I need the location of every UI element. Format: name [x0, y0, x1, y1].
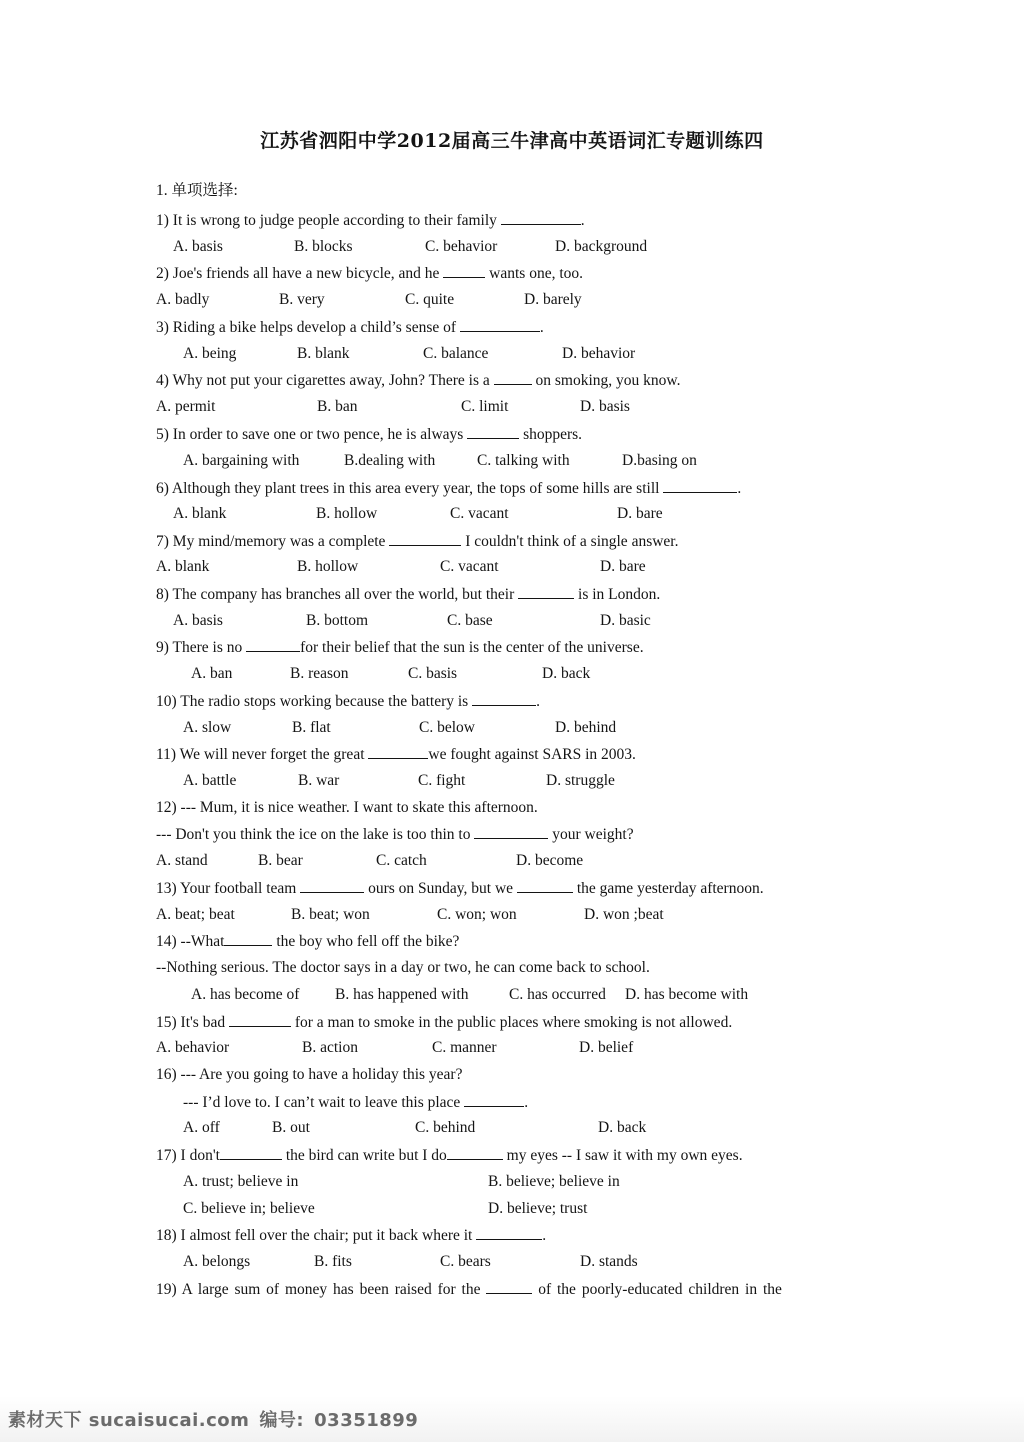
question-14-options: [0, 985, 1024, 1005]
question-15-options: [0, 1038, 1024, 1058]
question-14: 14) --What the boy who fell off the bike?: [156, 933, 460, 950]
question-18-options: [0, 1252, 1024, 1272]
question-11: 11) We will never forget the great we fought against SARS in 2003.: [156, 746, 636, 763]
question-2: 2) Joe's friends all have a new bicycle, and he wants one, too.: [156, 265, 584, 282]
question-4: 4) Why not put your cigarettes away, John? There is a on smoking, you know.: [156, 372, 681, 389]
answer-blank: [518, 584, 574, 599]
option-a: A. permit: [156, 398, 216, 415]
question-1-options: [0, 237, 1024, 257]
question-9-options: [0, 664, 1024, 684]
option-b: B. beat; won: [291, 906, 370, 923]
option-a: A. has become of: [191, 986, 300, 1003]
option-c: C. believe in; believe: [183, 1200, 315, 1217]
question-8: 8) The company has branches all over the world, but their is in London.: [156, 586, 661, 603]
option-d: D. bare: [600, 558, 646, 575]
option-b: B. very: [279, 291, 325, 308]
option-b: B. hollow: [297, 558, 359, 575]
option-c: C. manner: [432, 1039, 497, 1056]
watermark-id-label: 编号:: [259, 1410, 305, 1431]
answer-blank: [472, 691, 536, 706]
option-c: C. talking with: [477, 452, 570, 469]
watermark-id-value: 03351899: [314, 1410, 419, 1431]
option-d: D. background: [555, 238, 648, 255]
option-d: D. won ;beat: [584, 906, 664, 923]
option-d: D. believe; trust: [488, 1200, 588, 1217]
question-17: 17) I don't the bird can write but I do my eyes -- I saw it with my own eyes.: [156, 1147, 743, 1164]
option-a: A. beat; beat: [156, 906, 235, 923]
option-d: D.basing on: [622, 452, 697, 469]
option-d: D. basic: [600, 612, 651, 629]
option-a: A. ban: [191, 665, 233, 682]
option-a: A. bargaining with: [183, 452, 300, 469]
question-12-options: [0, 851, 1024, 871]
answer-blank: [389, 531, 461, 546]
option-c: C. won; won: [437, 906, 517, 923]
section-heading: 1. 单项选择:: [156, 182, 238, 199]
option-a: A. belongs: [183, 1253, 251, 1270]
option-d: D. back: [598, 1119, 647, 1136]
question-19: 19) A large sum of money has been raised for the of the poorly-educated children in the: [156, 1281, 782, 1298]
question-7: 7) My mind/memory was a complete I couldn't think of a single answer.: [156, 533, 679, 550]
answer-blank: [368, 744, 428, 759]
answer-blank: [467, 424, 519, 439]
option-b: B. flat: [292, 719, 331, 736]
question-6-options: [0, 504, 1024, 524]
option-c: C. has occurred: [509, 986, 606, 1003]
option-c: C. below: [419, 719, 475, 736]
answer-blank: [229, 1012, 291, 1027]
watermark: [8, 1406, 428, 1432]
option-c: C. limit: [461, 398, 509, 415]
question-15: 15) It's bad for a man to smoke in the public places where smoking is not allowed.: [156, 1014, 733, 1031]
answer-blank: [460, 317, 540, 332]
question-9: 9) There is no for their belief that the sun is the center of the universe.: [156, 639, 644, 656]
question-17-options-row-2: [0, 1199, 1024, 1219]
option-b: B. has happened with: [335, 986, 469, 1003]
option-d: D. become: [516, 852, 584, 869]
question-1: 1) It is wrong to judge people according to their family .: [156, 212, 585, 229]
answer-blank: [443, 263, 485, 278]
option-b: B. ban: [317, 398, 358, 415]
question-13-options: [0, 905, 1024, 925]
answer-blank: [663, 478, 737, 493]
question-8-options: [0, 611, 1024, 631]
question-14-reply: --Nothing serious. The doctor says in a day or two, he can come back to school.: [156, 959, 650, 976]
option-c: C. basis: [408, 665, 458, 682]
watermark-brand: 素材天下 sucaisucai.com: [8, 1410, 250, 1431]
option-d: D. barely: [524, 291, 582, 308]
option-a: A. trust; believe in: [183, 1173, 299, 1190]
question-17-options-row-1: [0, 1172, 1024, 1192]
option-b: B. blocks: [294, 238, 353, 255]
option-a: A. behavior: [156, 1039, 230, 1056]
answer-blank: [474, 824, 548, 839]
question-16-reply: --- I’d love to. I can’t wait to leave this place .: [183, 1094, 529, 1111]
option-c: C. base: [447, 612, 493, 629]
option-d: D. bare: [617, 505, 663, 522]
answer-blank: [464, 1092, 524, 1107]
question-4-options: [0, 397, 1024, 417]
option-a: A. basis: [173, 612, 223, 629]
option-c: C. quite: [405, 291, 455, 308]
answer-blank: [517, 878, 573, 893]
option-d: D. back: [542, 665, 591, 682]
option-c: C. vacant: [450, 505, 509, 522]
option-a: A. stand: [156, 852, 208, 869]
question-12: 12) --- Mum, it is nice weather. I want to skate this afternoon.: [156, 799, 538, 816]
option-a: A. off: [183, 1119, 220, 1136]
question-3-options: [0, 344, 1024, 364]
question-3: 3) Riding a bike helps develop a child’s sense of .: [156, 319, 544, 336]
question-5-options: [0, 451, 1024, 471]
question-18: 18) I almost fell over the chair; put it back where it .: [156, 1227, 547, 1244]
answer-blank: [246, 637, 300, 652]
question-16: 16) --- Are you going to have a holiday this year?: [156, 1066, 463, 1083]
option-b: B. believe; believe in: [488, 1173, 620, 1190]
option-c: C. behavior: [425, 238, 498, 255]
option-b: B.dealing with: [344, 452, 436, 469]
question-12-reply: --- Don't you think the ice on the lake is too thin to your weight?: [156, 826, 634, 843]
option-b: B. hollow: [316, 505, 378, 522]
option-c: C. catch: [376, 852, 427, 869]
answer-blank: [220, 1145, 282, 1160]
option-c: C. balance: [423, 345, 489, 362]
question-11-options: [0, 771, 1024, 791]
answer-blank: [494, 370, 532, 385]
option-a: A. battle: [183, 772, 237, 789]
option-a: A. being: [183, 345, 237, 362]
question-7-options: [0, 557, 1024, 577]
option-b: B. out: [272, 1119, 310, 1136]
option-d: D. behind: [555, 719, 617, 736]
option-d: D. belief: [579, 1039, 634, 1056]
option-a: A. slow: [183, 719, 232, 736]
page-title: 江苏省泗阳中学2012届高三牛津高中英语词汇专题训练四: [260, 130, 764, 152]
question-6: 6) Although they plant trees in this area every year, the tops of some hills are still .: [156, 480, 742, 497]
answer-blank: [224, 931, 272, 946]
answer-blank: [486, 1279, 532, 1294]
option-d: D. has become with: [625, 986, 749, 1003]
option-d: D. struggle: [546, 772, 615, 789]
option-b: B. bear: [258, 852, 303, 869]
option-b: B. bottom: [306, 612, 369, 629]
option-c: C. behind: [415, 1119, 476, 1136]
option-b: B. war: [298, 772, 340, 789]
option-a: A. blank: [156, 558, 210, 575]
question-10: 10) The radio stops working because the battery is .: [156, 693, 540, 710]
answer-blank: [300, 878, 364, 893]
option-c: C. vacant: [440, 558, 499, 575]
option-a: A. badly: [156, 291, 210, 308]
option-d: D. basis: [580, 398, 630, 415]
option-b: B. reason: [290, 665, 349, 682]
answer-blank: [476, 1225, 542, 1240]
option-d: D. behavior: [562, 345, 636, 362]
option-a: A. basis: [173, 238, 223, 255]
answer-blank: [501, 210, 581, 225]
question-2-options: [0, 290, 1024, 310]
question-16-options: [0, 1118, 1024, 1138]
option-c: C. fight: [418, 772, 466, 789]
option-c: C. bears: [440, 1253, 491, 1270]
question-5: 5) In order to save one or two pence, he is always shoppers.: [156, 426, 583, 443]
option-d: D. stands: [580, 1253, 638, 1270]
question-10-options: [0, 718, 1024, 738]
option-a: A. blank: [173, 505, 227, 522]
question-13: 13) Your football team ours on Sunday, but we the game yesterday afternoon.: [156, 880, 764, 897]
answer-blank: [447, 1145, 503, 1160]
option-b: B. action: [302, 1039, 358, 1056]
option-b: B. fits: [314, 1253, 352, 1270]
option-b: B. blank: [297, 345, 350, 362]
